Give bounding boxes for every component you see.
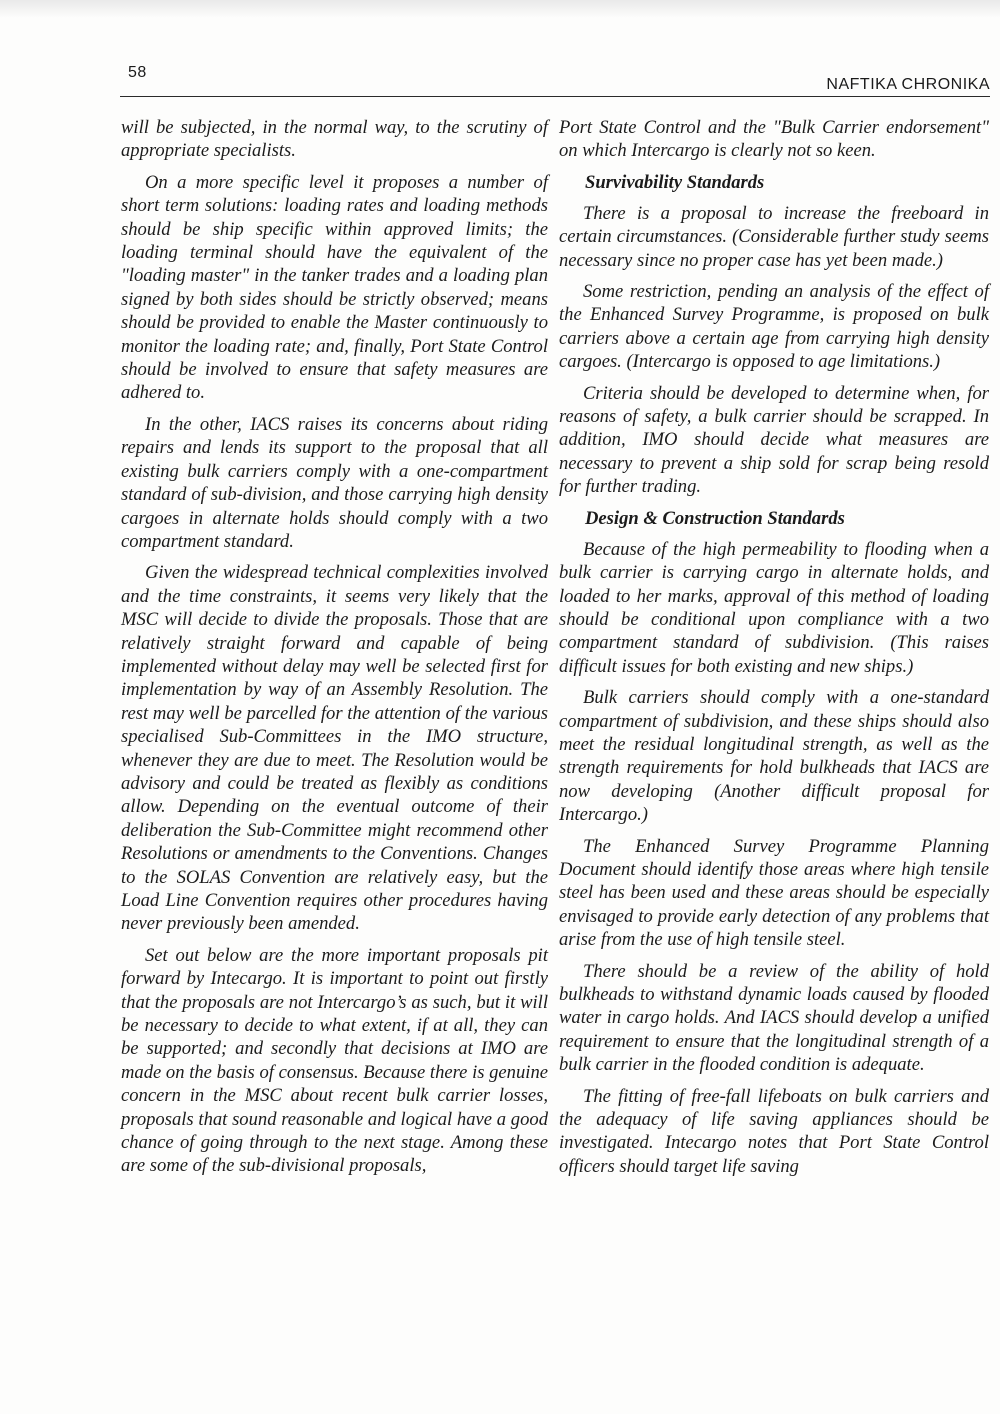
paragraph: On a more specific level it proposes a number of short term solutions: loading rates and loading methods should be ship specific within approved limits; the loading terminal should have the equivalent of the "loading master" in the tanker trades and a loading plan signed by both sides should be strictly observed; means should be provided to enable the Master continuously to monitor the loading rate; and, finally, Port State Control should be involved to ensure that safety measures are adhered to. [121,171,548,404]
section-heading: Design & Construction Standards [585,507,845,529]
section-heading: Survivability Standards [585,171,765,193]
paragraph: will be subjected, in the normal way, to the scrutiny of appropriate specialists. [121,117,548,162]
left-column [121,116,548,1186]
paragraph: Some restriction, pending an analysis of the effect of the Enhanced Survey Programme, is proposed on bulk carriers above a certain age from carrying high density cargoes. (Intercargo is opposed to age limitations.) [559,281,989,373]
paragraph: In the other, IACS raises its concerns about riding repairs and lends its support to the proposal that all existing bulk carriers comply with a one-compartment standard of sub-division, and those carrying high density cargoes in alternate holds should comply with a two compartment standard. [121,413,548,552]
paragraph: There should be a review of the ability of hold bulkheads to withstand dynamic loads caused by flooded water in cargo holds. And IACS should develop a unified requirement to ensure that the longitudinal strength of a bulk carrier in the flooded condition is adequate. [559,960,989,1076]
paragraph: Bulk carriers should comply with a one-standard compartment of subdivision, and these ships should also meet the residual longitudinal strength, as well as the strength requirements for hold bulkheads that IACS are now developing (Another difficult proposal for Intercargo.) [559,687,989,826]
paragraph: There is a proposal to increase the freeboard in certain circumstances. (Considerable further study seems necessary since no proper case has yet been made.) [559,202,989,271]
paragraph: The Enhanced Survey Programme Planning Document should identify those areas where high tensile steel has been used and these areas should be especially envisaged to provide early detection of any problems that arise from the use of high tensile steel. [559,835,989,951]
page-header [120,64,990,97]
journal-title: NAFTIKA CHRONIKA [826,76,990,93]
paragraph: Given the widespread technical complexities involved and the time constraints, it seems very likely that the MSC will decide to divide the proposals. Those that are relatively straight forward and capable of being implemented without delay may well be selected first for implementation by way of an Assembly Resolution. The rest may well be parcelled for the attention of the various specialised Sub-Committees in the IMO structure, whenever they are due to meet. The Resolution would be advisory and could be treated as flexibly as conditions allow. Depending on the eventual outcome of their deliberation the Sub-Committee might recommend other Resolutions or amendments to the Conventions. Changes to the SOLAS Convention are relatively easy, but the Load Line Convention requires other procedures having never previously been amended. [121,562,548,935]
paragraph: Set out below are the more important proposals pit forward by Intecargo. It is important to point out firstly that the proposals are not Intercargo’s as such, but it will be necessary to decide to what extent, if at all, they can be supported; and secondly that decisions at IMO are made on the basis of consensus. Because there is genuine concern in the MSC about recent bulk carrier losses, proposals that sound reasonable and logical have a good chance of going through to the next stage. Among these are some of the sub-divisional proposals, [121,944,548,1177]
right-column [559,116,989,1186]
paragraph: Because of the high permeability to flooding when a bulk carrier is carrying cargo in alternate holds, and loaded to her marks, approval of this method of loading should be conditional upon compliance with a two compartment standard of subdivision. (This raises difficult issues for both existing and new ships.) [559,538,989,677]
scan-edge [0,0,1000,18]
paragraph: Port State Control and the "Bulk Carrier endorsement" on which Intercargo is clearly not so keen. [559,117,989,162]
paragraph: Criteria should be developed to determine when, for reasons of safety, a bulk carrier should be scrapped. In addition, IMO should decide what measures are necessary to prevent a ship sold for scrap being resold for further trading. [559,382,989,498]
page-number: 58 [128,64,147,81]
paragraph: The fitting of free-fall lifeboats on bulk carriers and the adequacy of life saving appliances should be investigated. Intecargo notes that Port State Control officers should target life saving [559,1085,989,1177]
